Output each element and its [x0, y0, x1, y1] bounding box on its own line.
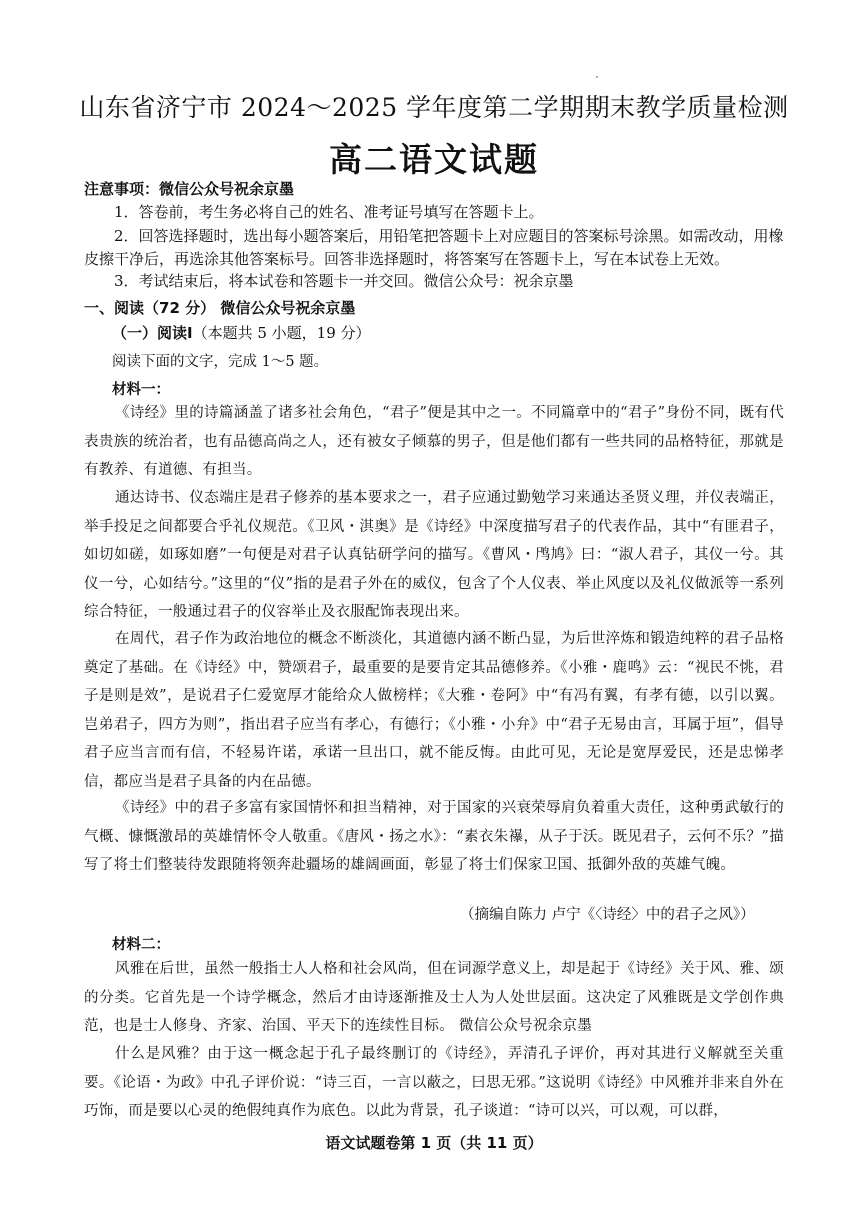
notice-item-3: 3．考试结束后，将本试卷和答题卡一并交回。微信公众号：祝余京墨 — [114, 272, 574, 290]
page-footer: 语文试题卷第 1 页（共 11 页） — [325, 1134, 543, 1152]
material-1-source: （摘编自陈力 卢宁《〈诗经〉中的君子之风》） — [460, 907, 755, 923]
material-1-heading: 材料一： — [112, 382, 170, 398]
notice-heading: 注意事项：微信公众号祝余京墨 — [84, 180, 295, 198]
material-1-paragraph: 在周代，君子作为政治地位的概念不断淡化，其道德内涵不断凸显，为后世淬炼和锻造纯粹的君子品格奠定了基础。在《诗经》中，赞颂君子，最重要的是要肯定其品德修养。《小雅・鹿鸣》云：“视民不恌，君子是则是效”，是说君子仁爱宽厚才能给众人做榜样；《大雅・卷阿》中“有冯有翼，有孝有德，以引以翼。岂弟君子，四方为则”，指出君子应当有孝心，有德行；《小雅・小弁》中“君子无易由言，耳属于垣”，倡导君子应当言而有信，不轻易许诺，承诺一旦出口，就不能反悔。由此可见，无论是宽厚爱民，还是忠悌孝信，都应当是君子具备的内在品德。 — [84, 631, 784, 790]
exam-subject-title: 高二语文试题 — [329, 140, 539, 179]
reading-instruction: 阅读下面的文字，完成 1～5 题。 — [112, 354, 329, 370]
subsection-label: （一）阅读Ⅰ — [112, 324, 193, 342]
material-2-paragraph: 风雅在后世，虽然一般指士人人格和社会风尚，但在词源学意义上，却是起于《诗经》关于风、雅、颂的分类。它首先是一个诗学概念，然后才由诗逐渐推及士人为人处世层面。这决定了风雅既是文学创作典范，也是士人修身、齐家、治国、平天下的连续性目标。 微信公众号祝余京墨 — [84, 961, 784, 1034]
notice-item-2: 2．回答选择题时，选出每小题答案后，用铅笔把答题卡上对应题目的答案标号涂黑。如需改动，用橡皮擦干净后，再选涂其他答案标号。回答非选择题时，将答案写在答题卡上，写在本试卷上无效。 — [84, 227, 784, 268]
subsection-heading — [112, 322, 812, 343]
scan-speck — [596, 76, 598, 78]
section-heading: 一、阅读（72 分） 微信公众号祝余京墨 — [84, 299, 356, 317]
material-2-paragraph: 什么是风雅？由于这一概念起于孔子最终删订的《诗经》，弄清孔子评价，再对其进行义解就至关重要。《论语・为政》中孔子评价说：“诗三百，一言以蔽之，曰思无邪。”这说明《诗经》中风雅并非来自外在巧饰，而是要以心灵的绝假纯真作为底色。以此为背景，孔子谈道：“诗可以兴，可以观，可以群， — [84, 1046, 784, 1119]
subsection-note: （本题共 5 小题，19 分） — [192, 324, 371, 342]
material-1-paragraph: 《诗经》中的君子多富有家国情怀和担当精神，对于国家的兴衰荣辱肩负着重大责任，这种勇武敏行的气概、慷慨激昂的英雄情怀令人敬重。《唐风・扬之水》：“素衣朱襮，从子于沃。既见君子，云何不乐？”描写了将士们整装待发跟随将领奔赴疆场的雄阔画面，彰显了将士们保家卫国、抵御外敌的英雄气魄。 — [84, 800, 784, 873]
material-1-paragraph: 通达诗书、仪态端庄是君子修养的基本要求之一，君子应通过勤勉学习来通达圣贤义理，并仪表端正，举手投足之间都要合乎礼仪规范。《卫风・淇奥》是《诗经》中深度描写君子的代表作品，其中“有匪君子，如切如磋，如琢如磨”一句便是对君子认真钻研学问的描写。《曹风・鸤鸠》曰：“淑人君子，其仪一兮。其仪一兮，心如结兮。”这里的“仪”指的是君子外在的威仪，包含了个人仪表、举止风度以及礼仪做派等一系列综合特征，一般通过君子的仪容举止及衣服配饰表现出来。 — [84, 490, 784, 620]
notice-item-1: 1．答卷前，考生务必将自己的姓名、准考证号填写在答题卡上。 — [114, 203, 544, 221]
exam-title: 山东省济宁市 2024～2025 学年度第二学期期末教学质量检测 — [79, 93, 789, 122]
material-1-paragraph: 《诗经》里的诗篇涵盖了诸多社会角色，“君子”便是其中之一。不同篇章中的“君子”身份不同，既有代表贵族的统治者，也有品德高尚之人，还有被女子倾慕的男子，但是他们都有一些共同的品格特征，那就是有教养、有道德、有担当。 — [84, 405, 784, 478]
material-2-heading: 材料二： — [112, 937, 170, 953]
